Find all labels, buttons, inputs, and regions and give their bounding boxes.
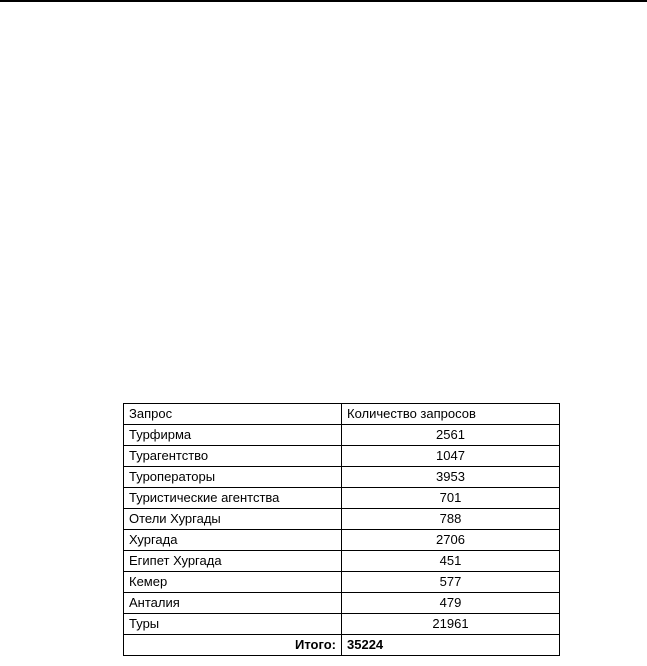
query-cell: Туры bbox=[124, 614, 342, 635]
table-row bbox=[124, 572, 560, 593]
query-cell: Хургада bbox=[124, 530, 342, 551]
query-cell: Кемер bbox=[124, 572, 342, 593]
query-cell: Отели Хургады bbox=[124, 509, 342, 530]
count-cell: 577 bbox=[342, 572, 560, 593]
query-cell: Туристические агентства bbox=[124, 488, 342, 509]
table-row bbox=[124, 467, 560, 488]
table-row bbox=[124, 446, 560, 467]
count-cell: 2706 bbox=[342, 530, 560, 551]
table-row bbox=[124, 551, 560, 572]
table-row bbox=[124, 509, 560, 530]
count-cell: 21961 bbox=[342, 614, 560, 635]
total-row bbox=[124, 635, 560, 656]
table-row bbox=[124, 593, 560, 614]
count-cell: 2561 bbox=[342, 425, 560, 446]
table-row bbox=[124, 488, 560, 509]
count-cell: 701 bbox=[342, 488, 560, 509]
count-cell: 788 bbox=[342, 509, 560, 530]
total-label: Итого: bbox=[124, 635, 342, 656]
table-row bbox=[124, 530, 560, 551]
query-table-container bbox=[123, 403, 560, 656]
header-count: Количество запросов bbox=[342, 404, 560, 425]
header-query: Запрос bbox=[124, 404, 342, 425]
table-row bbox=[124, 425, 560, 446]
table-header-row bbox=[124, 404, 560, 425]
count-cell: 1047 bbox=[342, 446, 560, 467]
query-cell: Турагентство bbox=[124, 446, 342, 467]
query-cell: Туроператоры bbox=[124, 467, 342, 488]
count-cell: 479 bbox=[342, 593, 560, 614]
query-count-table bbox=[123, 403, 560, 656]
count-cell: 3953 bbox=[342, 467, 560, 488]
table-row bbox=[124, 614, 560, 635]
total-value: 35224 bbox=[342, 635, 560, 656]
count-cell: 451 bbox=[342, 551, 560, 572]
query-cell: Анталия bbox=[124, 593, 342, 614]
query-cell: Египет Хургада bbox=[124, 551, 342, 572]
query-cell: Турфирма bbox=[124, 425, 342, 446]
top-rule bbox=[0, 0, 647, 2]
